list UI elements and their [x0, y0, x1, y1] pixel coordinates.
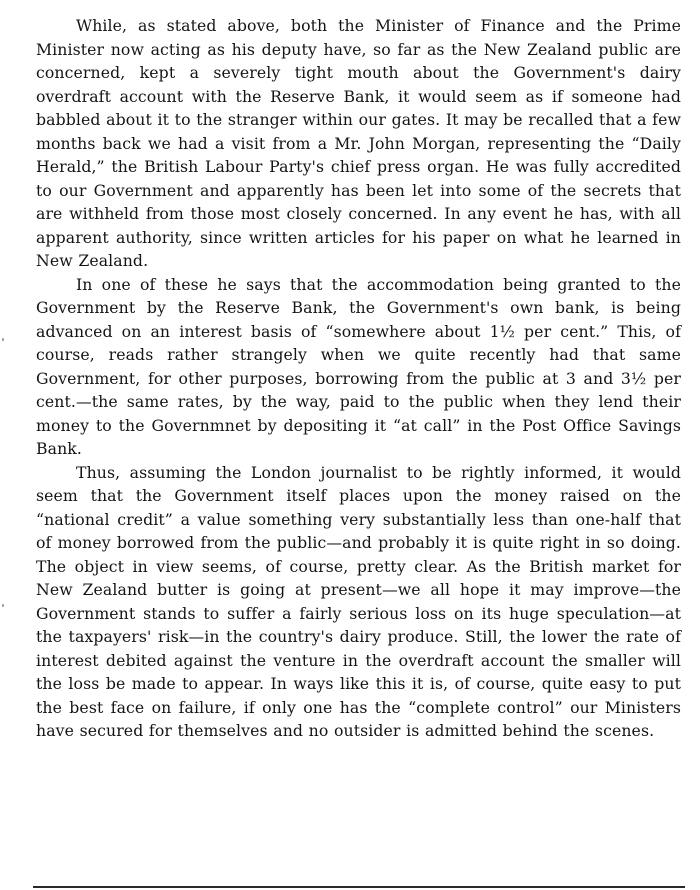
paragraph-interest-rate: In one of these he says that the accommodation being granted to the Government by the Reserve Bank, the Government's own bank, is being advanced on an interest basis of “somewhere about 1½ per cent.” This, of course, reads rather strangely when we quite recently had that same Government, for other purposes, borrowing from the public at 3 and 3½ per cent.—the same rates, by the way, paid to the public when they lend their money to the Governmnet by depositing it “at call” in the Post Office Savings Bank.: [36, 274, 681, 458]
margin-speck: [2, 338, 4, 341]
margin-speck: [2, 604, 4, 607]
column-bottom-rule: [33, 886, 685, 888]
article-body: [36, 14, 681, 743]
paragraph-national-credit: Thus, assuming the London journalist to be rightly informed, it would seem that the Government itself places upon the money raised on the “national credit” a value something very substantially less than one-half that of money borrowed from the public—and probably it is quite right in so doing. The object in view seems, of course, pretty clear. As the British market for New Zealand butter is going at present—we all hope it may improve—the Government stands to suffer a fairly serious loss on its huge speculation—at the taxpayers' risk—in the country's dairy produce. Still, the lower the rate of interest debited against the venture in the overdraft account the smaller will the loss be made to appear. In ways like this it is, of course, quite easy to put the best face on failure, if only one has the “complete control” our Ministers have secured for themselves and no outsider is admitted behind the scenes.: [36, 462, 681, 740]
paragraph-overdraft-secrecy: While, as stated above, both the Minister of Finance and the Prime Minister now acting as his deputy have, so far as the New Zealand public are concerned, kept a severely tight mouth about the Government's dairy overdraft account with the Reserve Bank, it would seem as if someone had babbled about it to the stranger within our gates. It may be recalled that a few months back we had a visit from a Mr. John Morgan, representing the “Daily Herald,” the British Labour Party's chief press organ. He was fully accredited to our Government and apparently has been let into some of the secrets that are withheld from those most closely concerned. In any event he has, with all apparent authority, since written articles for his paper on what he learned in New Zealand.: [36, 16, 681, 270]
